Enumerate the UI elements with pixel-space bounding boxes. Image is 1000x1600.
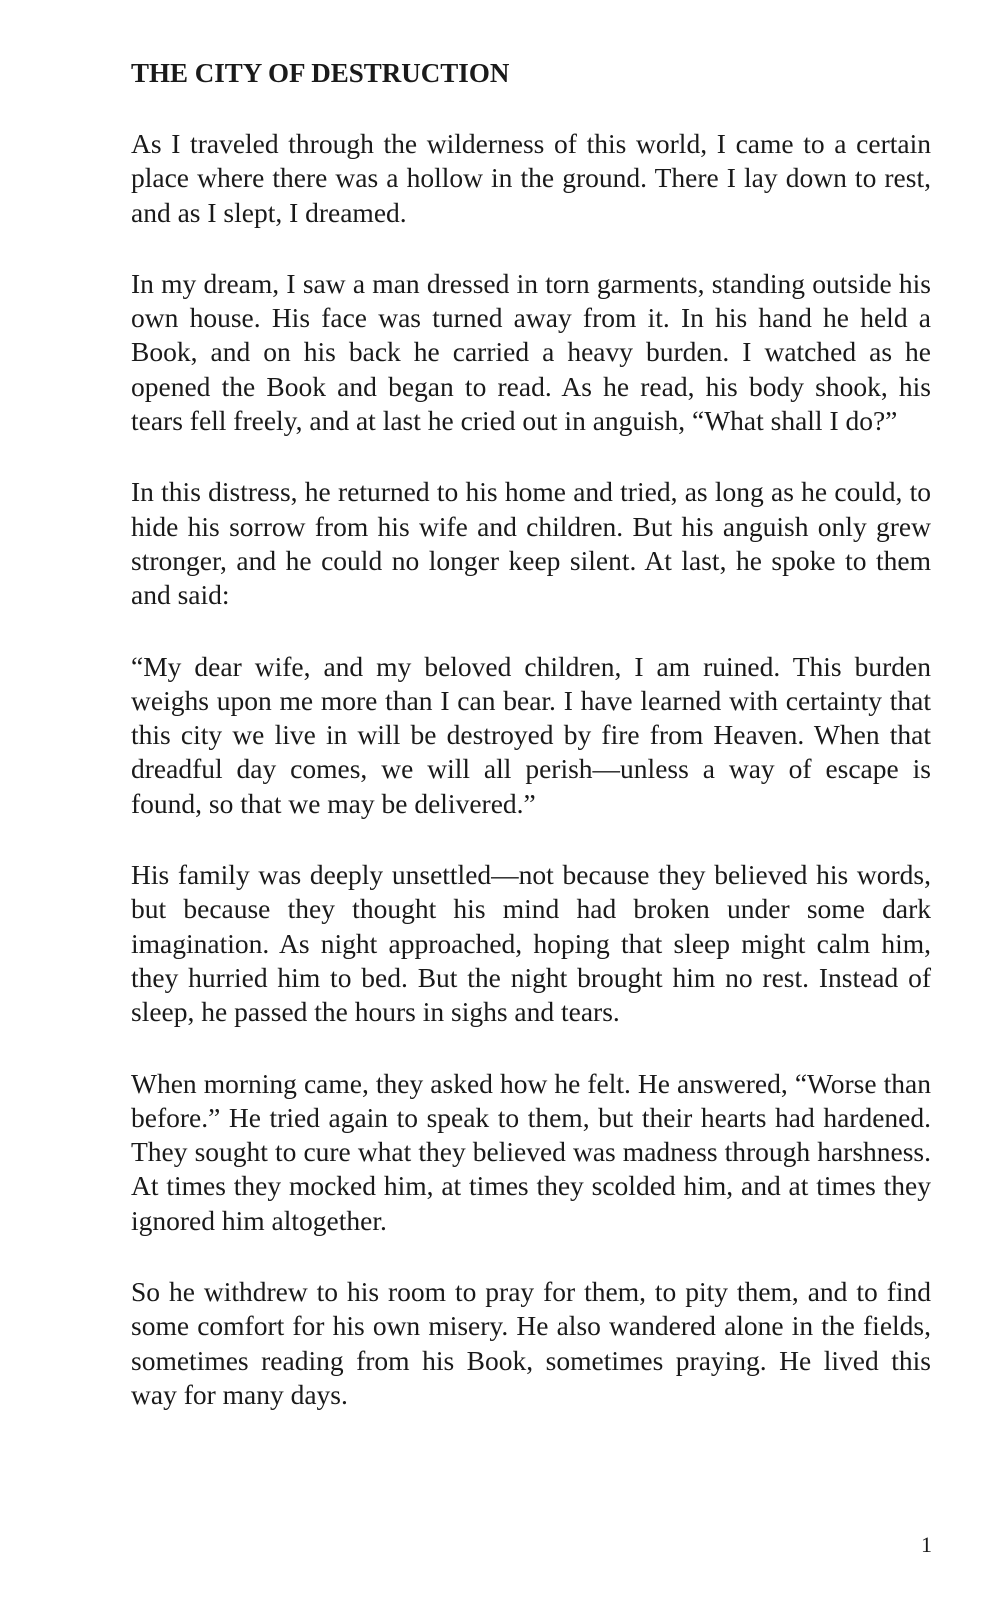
document-page bbox=[131, 56, 931, 1449]
paragraph-6: When morning came, they asked how he felt. He answered, “Worse than before.” He tried again to speak to them, but their hearts had hardened. They sought to cure what they believed was madness through harshness. At times they mocked him, at times they scolded him, and at times they ignored him altogether. bbox=[131, 1067, 931, 1236]
paragraph-4: “My dear wife, and my beloved children, I am ruined. This burden weighs upon me more than I can bear. I have learned with certainty that this city we live in will be destroyed by fire from Heaven. When that dreadful day comes, we will all perish—unless a way of escape is found, so that we may be delivered.” bbox=[131, 650, 931, 819]
paragraph-1: As I traveled through the wilderness of this world, I came to a certain place where there was a hollow in the ground. There I lay down to rest, and as I slept, I dreamed. bbox=[131, 128, 931, 228]
paragraph-7: So he withdrew to his room to pray for them, to pity them, and to find some comfort for his own misery. He also wandered alone in the fields, sometimes reading from his Book, sometimes praying. He lived this way for many days. bbox=[131, 1276, 931, 1410]
page-number: 1 bbox=[921, 1532, 932, 1557]
paragraph-3: In this distress, he returned to his home and tried, as long as he could, to hide his sorrow from his wife and children. But his anguish only grew stronger, and he could no longer keep silent. At last, he spoke to them and said: bbox=[131, 476, 931, 611]
paragraph-5: His family was deeply unsettled—not because they believed his words, but because they thought his mind had broken under some dark imagination. As night approached, hoping that sleep might calm him, they hurried him to bed. But the night brought him no rest. Instead of sleep, he passed the hours in sighs and tears. bbox=[131, 859, 931, 1028]
chapter-title: THE CITY OF DESTRUCTION bbox=[131, 58, 510, 88]
paragraph-2: In my dream, I saw a man dressed in torn garments, standing outside his own house. His face was turned away from it. In his hand he held a Book, and on his back he carried a heavy burden. I watched as he opened the Book and began to read. As he read, his body shook, his tears fell freely, and at last he cried out in anguish, “What shall I do?” bbox=[131, 267, 931, 437]
